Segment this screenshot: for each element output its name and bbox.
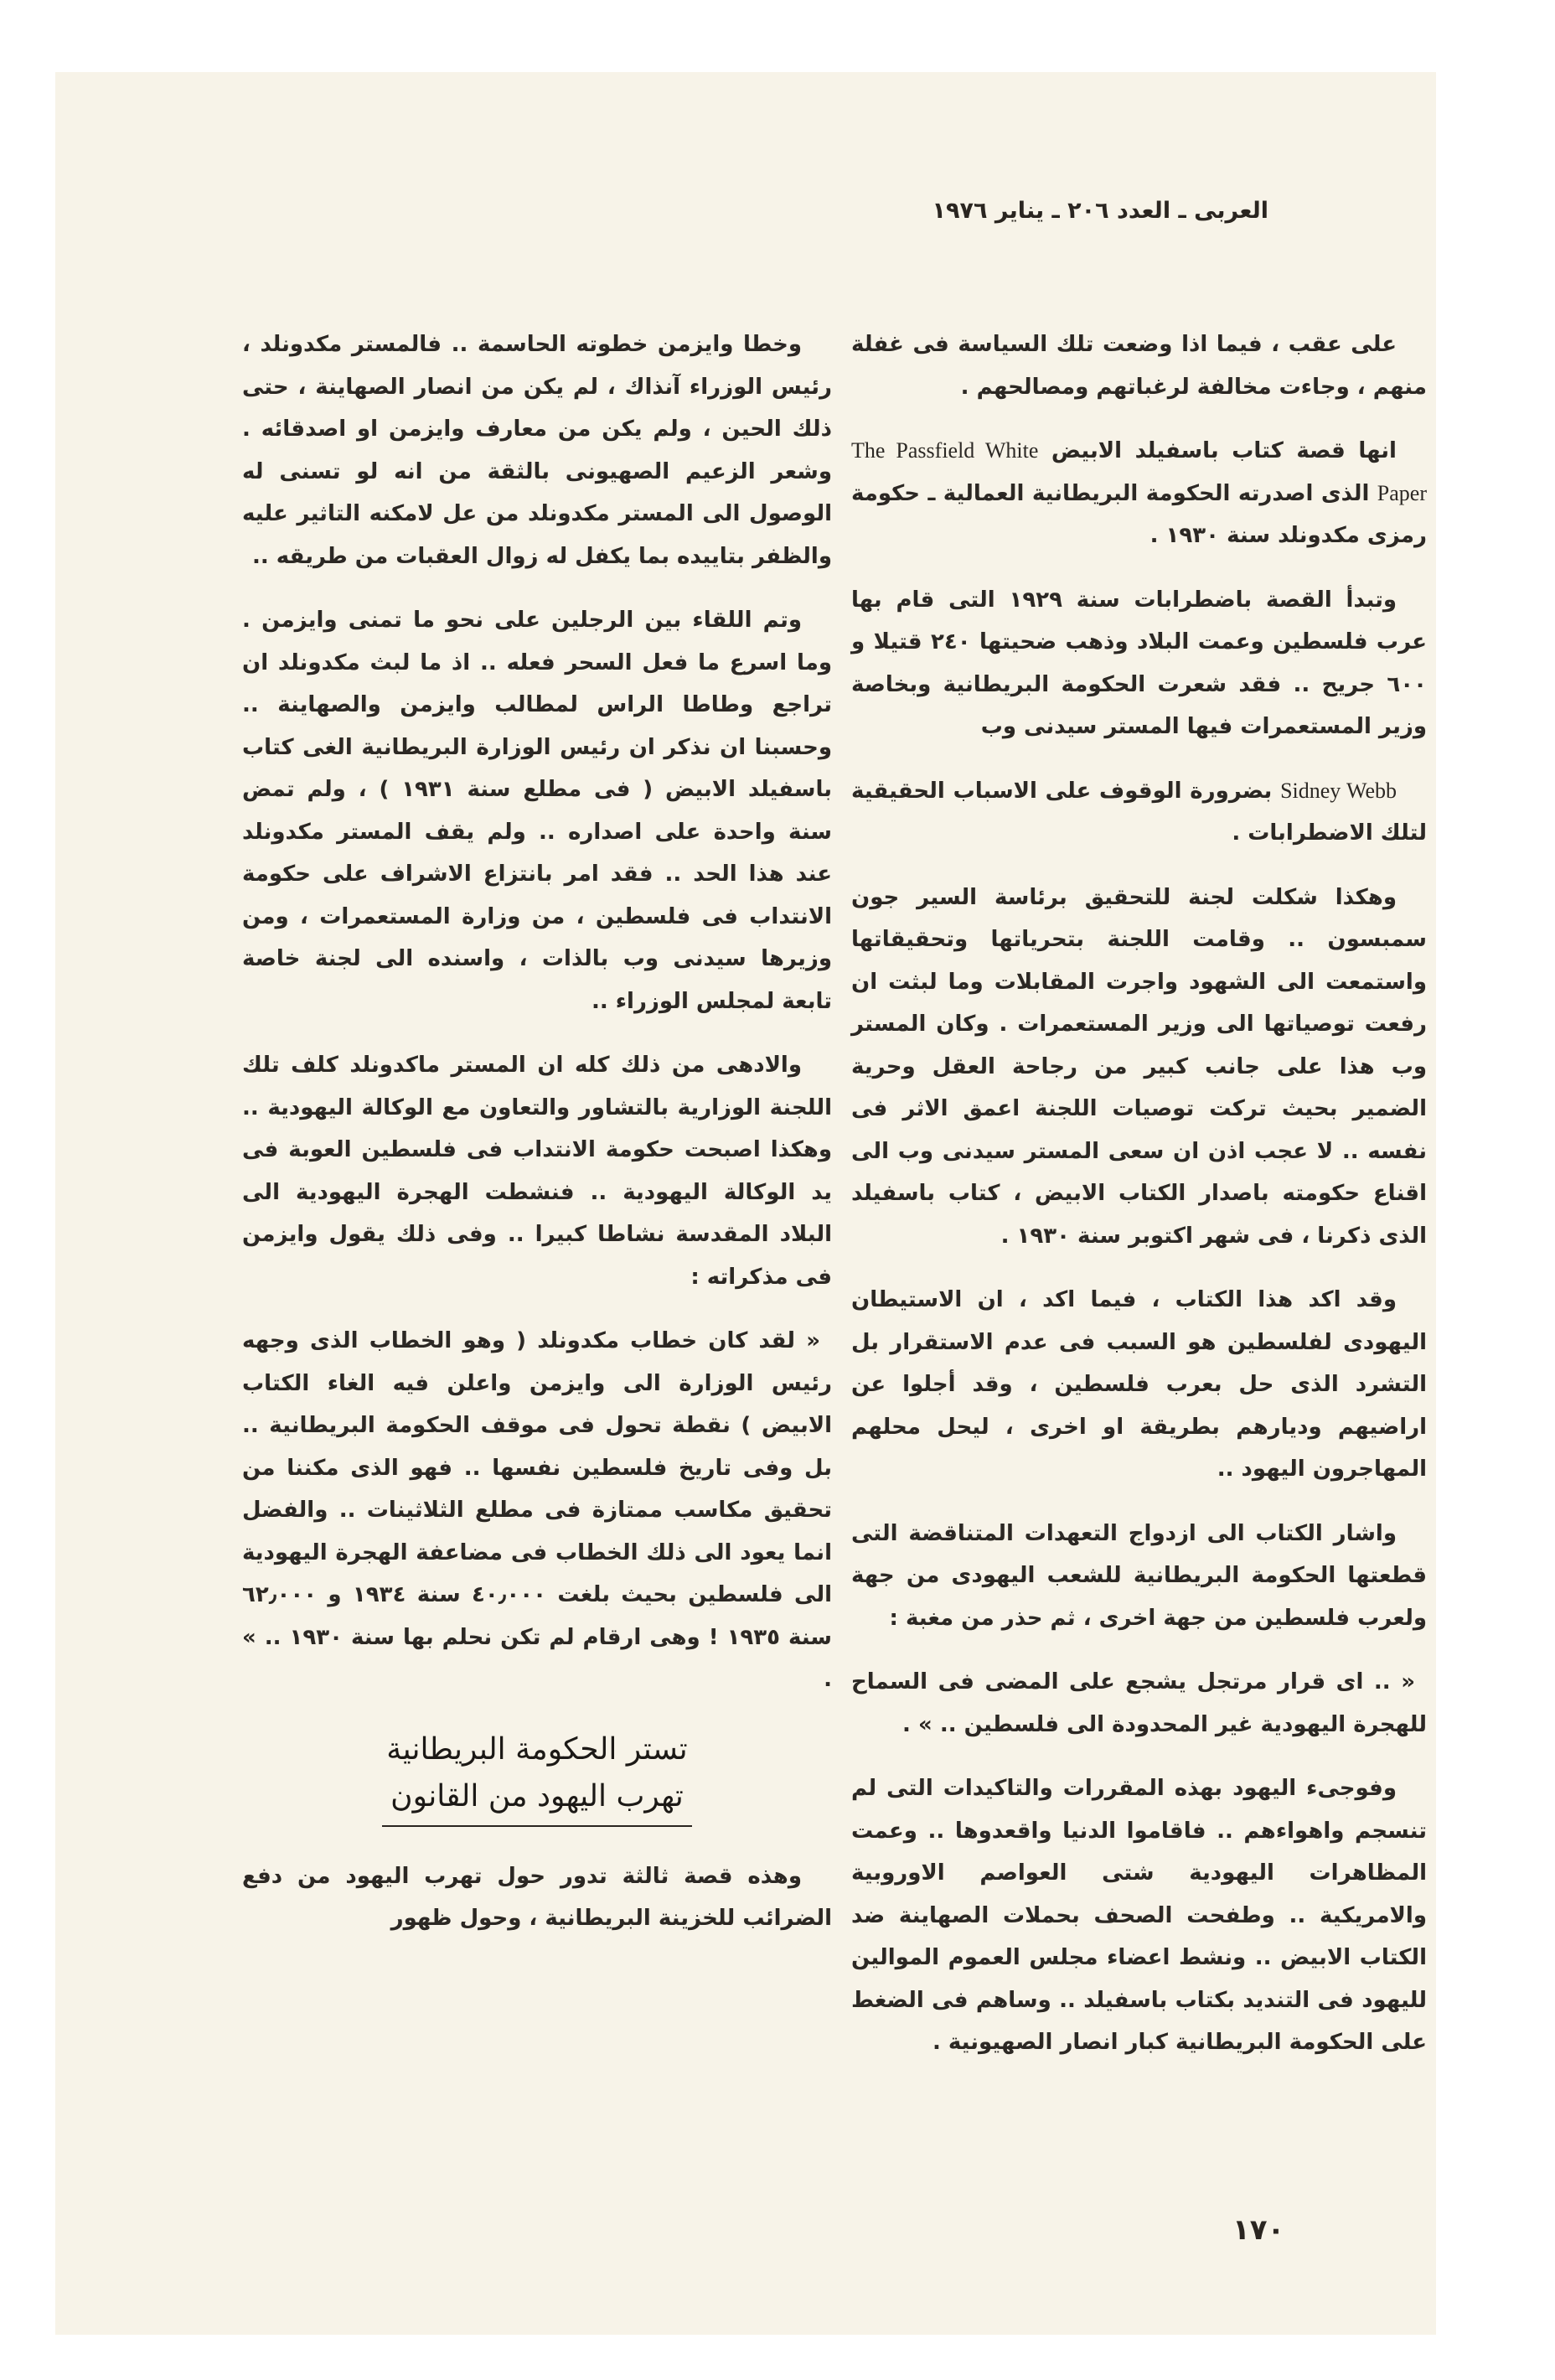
paragraph: على عقب ، فيما اذا وضعت تلك السياسة فى غفلة منهم ، وجاءت مخالفة لرغباتهم ومصالحهم . xyxy=(851,332,1427,400)
paragraph: وهكذا شكلت لجنة للتحقيق برئاسة السير جون سمبسون .. وقامت اللجنة بتحرياتها وتحقيقاتها واستمعت الى الشهود واجرت المقابلات وما لبثت ان رفعت توصياتها الى وزير المستعمرات . وكان المستر وب هذا على جانب كبير من رجاحة العقل وحرية الضمير بحيث تركت توصيات اللجنة اعمق الاثر فى نفسه .. لا عجب اذن ان سعى المستر سيدنى وب الى اقناع حكومته باصدار الكتاب الابيض ، كتاب باسفيلد الذى ذكرنا ، فى شهر اكتوبر سنة ١٩٣٠ . xyxy=(851,884,1427,1249)
paragraph: واشار الكتاب الى ازدواج التعهدات المتناقضة التى قطعتها الحكومة البريطانية للشعب اليهودى من جهة ولعرب فلسطين من جهة اخرى ، ثم حذر من مغبة : xyxy=(851,1520,1427,1631)
paragraph: وتم اللقاء بين الرجلين على نحو ما تمنى وايزمن . وما اسرع ما فعل السحر فعله .. اذ ما لبث مكدونلد ان تراجع وطاطا الراس لمطالب وايزمن والصهاينة .. وحسبنا ان نذكر ان رئيس الوزارة البريطانية الغى كتاب باسفيلد الابيض ( فى مطلع سنة ١٩٣١ ) ، ولم تمض سنة واحدة على اصداره .. ولم يقف المستر مكدونلد عند هذا الحد .. فقد امر بانتزاع الاشراف على حكومة الانتداب فى فلسطين ، من وزارة المستعمرات ، ومن وزيرها سيدنى وب بالذات ، واسنده الى لجنة خاصة تابعة لمجلس الوزراء .. xyxy=(242,608,832,1014)
paragraph-text: بضرورة الوقوف على الاسباب الحقيقية لتلك الاضطرابات . xyxy=(851,778,1427,846)
paragraph: والادهى من ذلك كله ان المستر ماكدونلد كلف تلك اللجنة الوزارية بالتشاور والتعاون مع الوكالة اليهودية .. وهكذا اصبحت حكومة الانتداب فى فلسطين العوبة فى يد الوكالة اليهودية .. فنشطت الهجرة اليهودية الى البلاد المقدسة نشاطا كبيرا .. وفى ذلك يقول وايزمن فى مذكراته : xyxy=(242,1053,832,1290)
quotation-paragraph: « .. اى قرار مرتجل يشجع على المضى فى السماح للهجرة اليهودية غير المحدودة الى فلسطين .. » . xyxy=(851,1669,1427,1737)
left-column xyxy=(242,323,832,1962)
paragraph-text: الذى اصدرته الحكومة البريطانية العمالية ـ حكومة رمزى مكدونلد سنة ١٩٣٠ . xyxy=(851,480,1427,548)
page-number: ١٧٠ xyxy=(1232,2213,1285,2247)
paragraph xyxy=(851,770,1427,855)
paragraph xyxy=(851,430,1427,557)
right-column xyxy=(851,323,1427,2086)
paragraph: وتبدأ القصة باضطرابات سنة ١٩٢٩ التى قام بها عرب فلسطين وعمت البلاد وذهب ضحيتها ٢٤٠ قتيلا و ٦٠٠ جريح .. فقد شعرت الحكومة البريطانية وبخاصة وزير المستعمرات فيها المستر سيدنى وب xyxy=(851,587,1427,739)
running-head: العربى ـ العدد ٢٠٦ ـ يناير ١٩٧٦ xyxy=(932,198,1268,224)
section-subheading xyxy=(242,1726,832,1827)
subheading-line-2: تهرب اليهود من القانون xyxy=(382,1773,692,1827)
paragraph: وقد اكد هذا الكتاب ، فيما اكد ، ان الاستيطان اليهودى لفلسطين هو السبب فى عدم الاستقرار بل التشرد الذى حل بعرب فلسطين ، وقد أجلوا عن اراضيهم وديارهم بطريقة او اخرى ، ليحل محلهم المهاجرون اليهود .. xyxy=(851,1287,1427,1482)
quotation-paragraph: « لقد كان خطاب مكدونلد ( وهو الخطاب الذى وجهه رئيس الوزارة الى وايزمن واعلن فيه الغاء الكتاب الابيض ) نقطة تحول فى موقف الحكومة البريطانية .. بل وفى تاريخ فلسطين نفسها .. فهو الذى مكننا من تحقيق مكاسب ممتازة فى مطلع الثلاثينات .. والفضل انما يعود الى ذلك الخطاب فى مضاعفة الهجرة اليهودية الى فلسطين بحيث بلغت ٤٠٫٠٠٠ سنة ١٩٣٤ و ٦٢٫٠٠٠ سنة ١٩٣٥ ! وهى ارقام لم تكن نحلم بها سنة ١٩٣٠ .. » . xyxy=(242,1328,832,1692)
paragraph-text: انها قصة كتاب باسفيلد الابيض xyxy=(1038,438,1397,463)
paragraph: وخطا وايزمن خطوته الحاسمة .. فالمستر مكدونلد ، رئيس الوزراء آنذاك ، لم يكن من انصار الصهاينة ، حتى ذلك الحين ، ولم يكن من معارف وايزمن او اصدقائه . وشعر الزعيم الصهيونى بالثقة من انه لو تسنى له الوصول الى المستر مكدونلد من عل لامكنه التاثير عليه والظفر بتاييده بما يكفل له زوال العقبات من طريقه .. xyxy=(242,332,832,569)
latin-title: The Passfield White Paper xyxy=(851,438,1427,505)
subheading-line-1: تستر الحكومة البريطانية xyxy=(386,1731,688,1767)
paragraph: وفوجىء اليهود بهذه المقررات والتاكيدات التى لم تنسجم واهواءهم .. فاقاموا الدنيا واقعدوها .. وعمت المظاهرات اليهودية شتى العواصم الاوروبية والامريكية .. وطفحت الصحف بحملات الصهاينة ضد الكتاب الابيض .. ونشط اعضاء مجلس العموم الموالين لليهود فى التنديد بكتاب باسفيلد .. وساهم فى الضغط على الحكومة البريطانية كبار انصار الصهيونية . xyxy=(851,1776,1427,2055)
latin-title: Sidney Webb xyxy=(1280,778,1397,803)
left-column-tail xyxy=(242,1855,832,1940)
magazine-page xyxy=(55,72,1436,2335)
paragraph: وهذه قصة ثالثة تدور حول تهرب اليهود من دفع الضرائب للخزينة البريطانية ، وحول ظهور xyxy=(242,1863,832,1931)
left-column-body xyxy=(242,323,832,1701)
